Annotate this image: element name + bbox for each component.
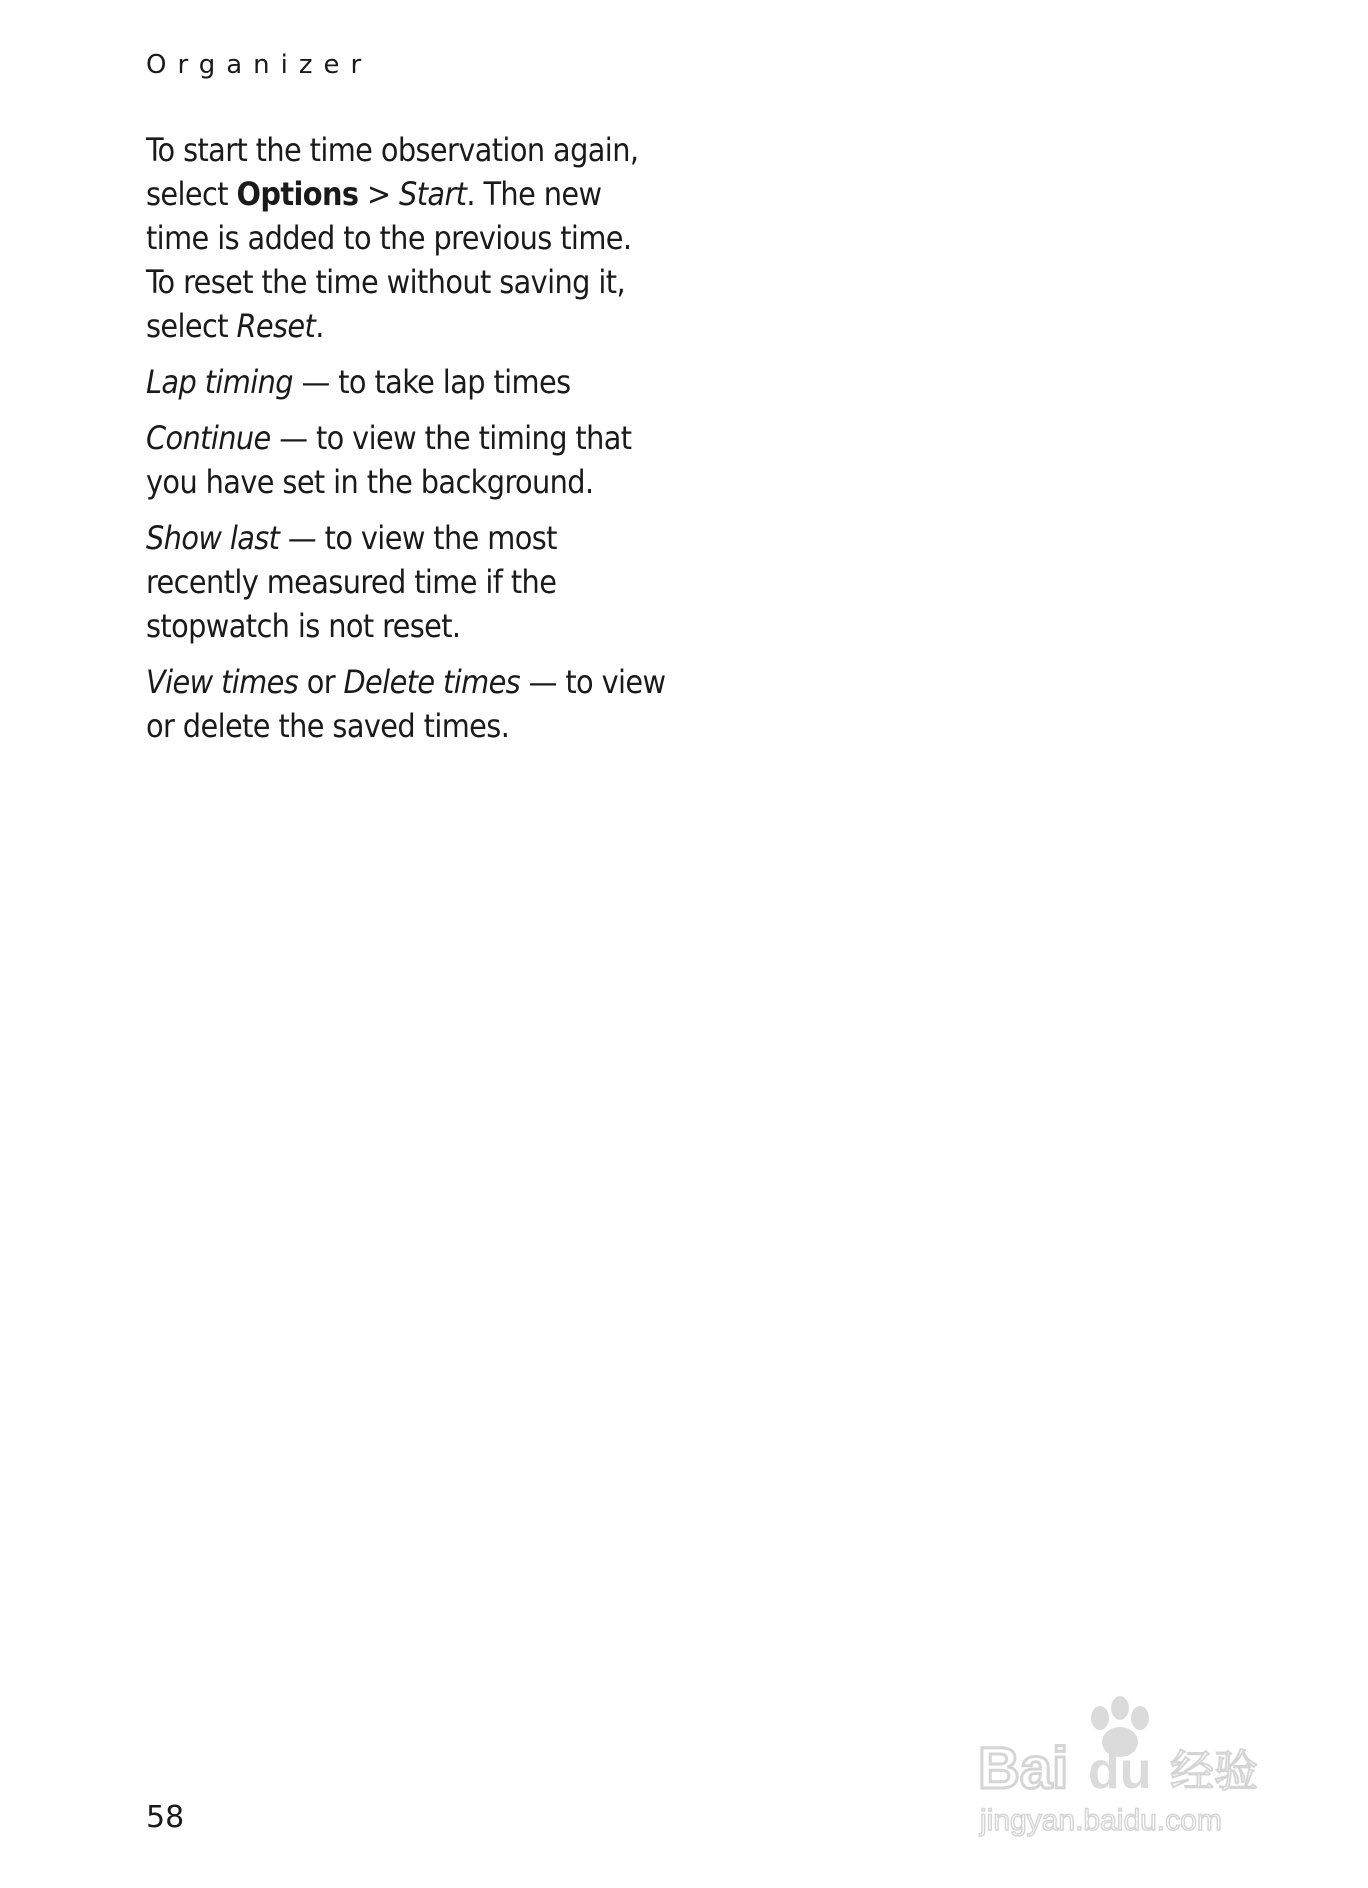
- page-number: 58: [146, 1800, 185, 1835]
- lap-timing-term: Lap timing: [146, 363, 293, 401]
- watermark-url: jingyan.baidu.com: [980, 1804, 1222, 1837]
- menu-separator: >: [358, 175, 400, 213]
- lap-timing-desc: — to take lap times: [292, 363, 571, 401]
- delete-times-term: Delete times: [343, 663, 521, 701]
- show-last-term: Show last: [146, 519, 280, 557]
- options-term: Options: [236, 175, 359, 213]
- paragraph-lap-timing: [146, 360, 666, 404]
- text-span: .: [315, 307, 324, 345]
- watermark-brand-right: du: [1088, 1742, 1152, 1800]
- text-span: To start the time observation again, select: [146, 131, 639, 213]
- watermark-brand-cn: 经验: [1170, 1746, 1258, 1797]
- paragraph-restart: [146, 128, 666, 348]
- start-term: Start: [399, 175, 467, 213]
- text-span: . The new time is added to the previous time. To reset the time without saving it, select: [146, 175, 632, 345]
- baidu-paw-logo-icon: [970, 1690, 1300, 1840]
- baidu-watermark: [970, 1690, 1300, 1840]
- show-last-desc: — to view the most recently measured time if the stopwatch is not reset.: [146, 519, 557, 645]
- running-header: Organizer: [146, 50, 373, 80]
- body-text: [146, 128, 666, 760]
- view-delete-desc: — to view or delete the saved times.: [146, 663, 666, 745]
- paragraph-show-last: [146, 516, 666, 648]
- paragraph-view-delete: [146, 660, 666, 748]
- watermark-brand-left: Bai: [978, 1736, 1069, 1801]
- or-text: or: [298, 663, 344, 701]
- paragraph-continue: [146, 416, 666, 504]
- continue-desc: — to view the timing that you have set in the background.: [146, 419, 632, 501]
- continue-term: Continue: [146, 419, 271, 457]
- view-times-term: View times: [146, 663, 299, 701]
- reset-term: Reset: [236, 307, 316, 345]
